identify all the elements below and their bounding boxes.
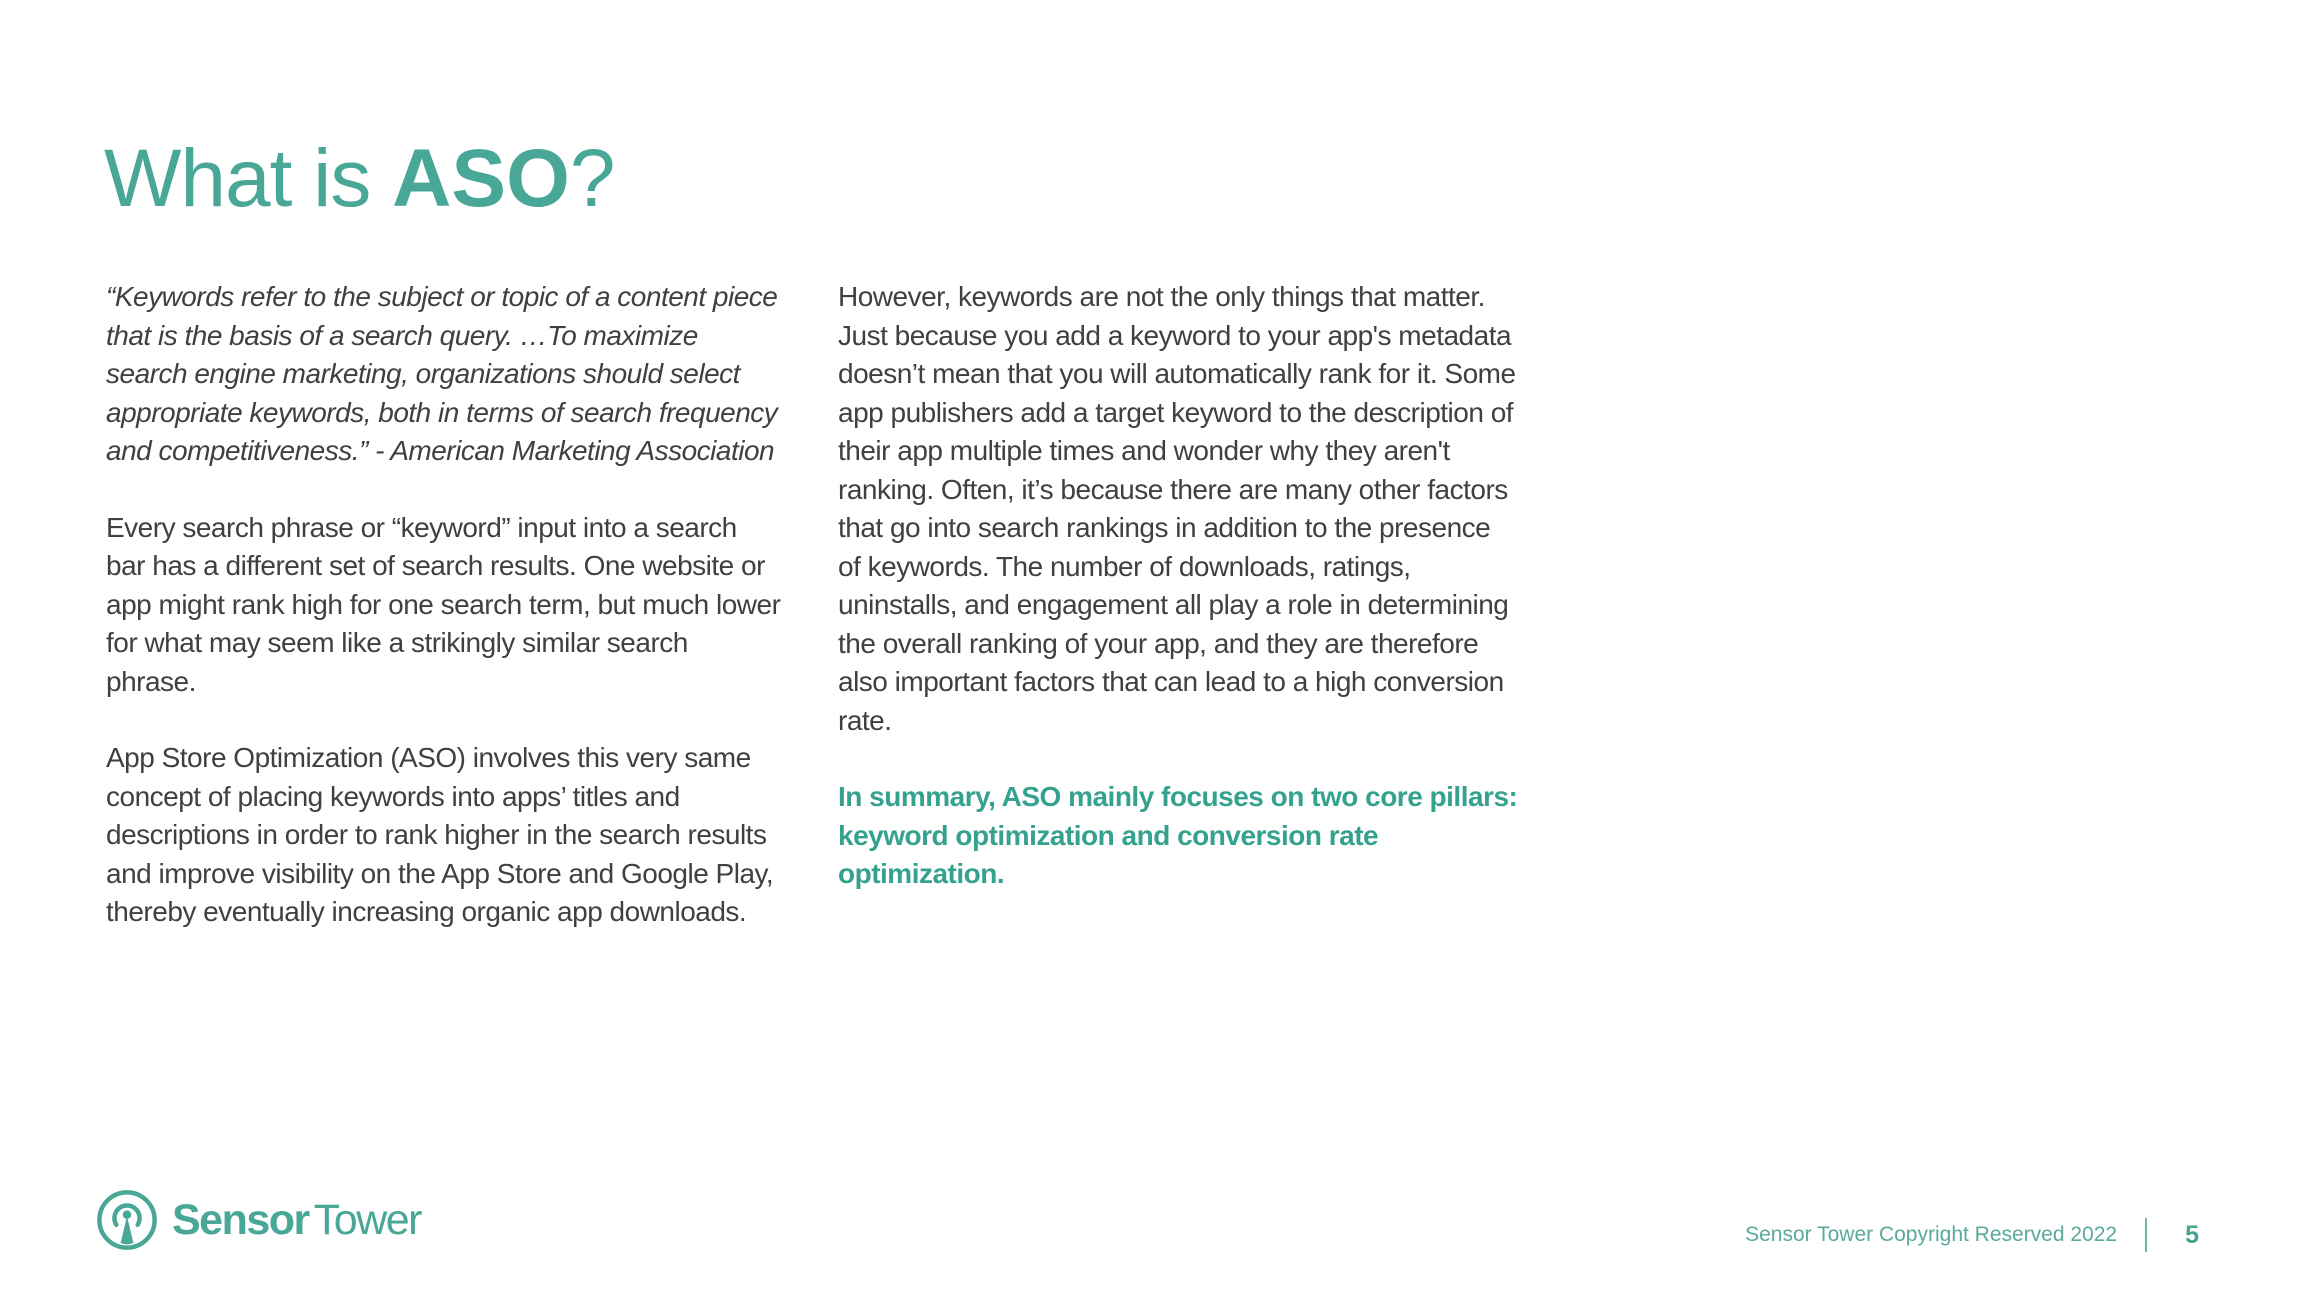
quote-paragraph: “Keywords refer to the subject or topic of a content piece that is the basis of a search query. …To maximize search engine marketing, organizations should select appropriate keywords, both in terms of search frequency and competitiveness.” - American Marketing Association bbox=[106, 281, 778, 466]
copyright-text: Sensor Tower Copyright Reserved 2022 bbox=[1745, 1223, 2118, 1246]
page-title-question-mark: ? bbox=[569, 133, 615, 224]
body-columns bbox=[106, 278, 1518, 970]
page-title bbox=[104, 133, 615, 224]
brand-wordmark bbox=[172, 1196, 421, 1245]
sensor-tower-logo-icon bbox=[96, 1189, 158, 1251]
brand-name-tower: Tower bbox=[313, 1195, 421, 1244]
sensor-tower-logo bbox=[96, 1189, 421, 1251]
page-title-emphasis: ASO bbox=[392, 133, 570, 224]
summary-paragraph: In summary, ASO mainly focuses on two core pillars: keyword optimization and conversion rate optimization. bbox=[838, 781, 1518, 889]
body-paragraph-1: Every search phrase or “keyword” input into a search bar has a different set of search results. One website or app might rank high for one search term, but much lower for what may seem like a strikingly similar search phrase. bbox=[106, 511, 781, 697]
body-paragraph-2: App Store Optimization (ASO) involves this very same concept of placing keywords into apps’ titles and descriptions in order to rank higher in the search results and improve visibility on the App Store and Google Play, thereby eventually increasing organic app downloads. bbox=[106, 742, 774, 927]
page-title-prefix: What is bbox=[104, 133, 393, 224]
footer-separator bbox=[2145, 1218, 2147, 1252]
brand-name-sensor: Sensor bbox=[172, 1195, 309, 1244]
body-paragraph-3: However, keywords are not the only things that matter. Just because you add a keyword to your app's metadata doesn’t mean that you will automatically rank for it. Some app publishers add a target keyword to the description of their app multiple times and wonder why they aren't ranking. Often, it’s because there are many other factors that go into search rankings in addition to the presence of keywords. The number of downloads, ratings, uninstalls, and engagement all play a role in determining the overall ranking of your app, and they are therefore also important factors that can lead to a high conversion rate. bbox=[838, 281, 1516, 736]
right-column bbox=[838, 278, 1518, 970]
footer-meta bbox=[1745, 1214, 2199, 1256]
left-column bbox=[106, 278, 782, 970]
page-number: 5 bbox=[2185, 1220, 2199, 1249]
